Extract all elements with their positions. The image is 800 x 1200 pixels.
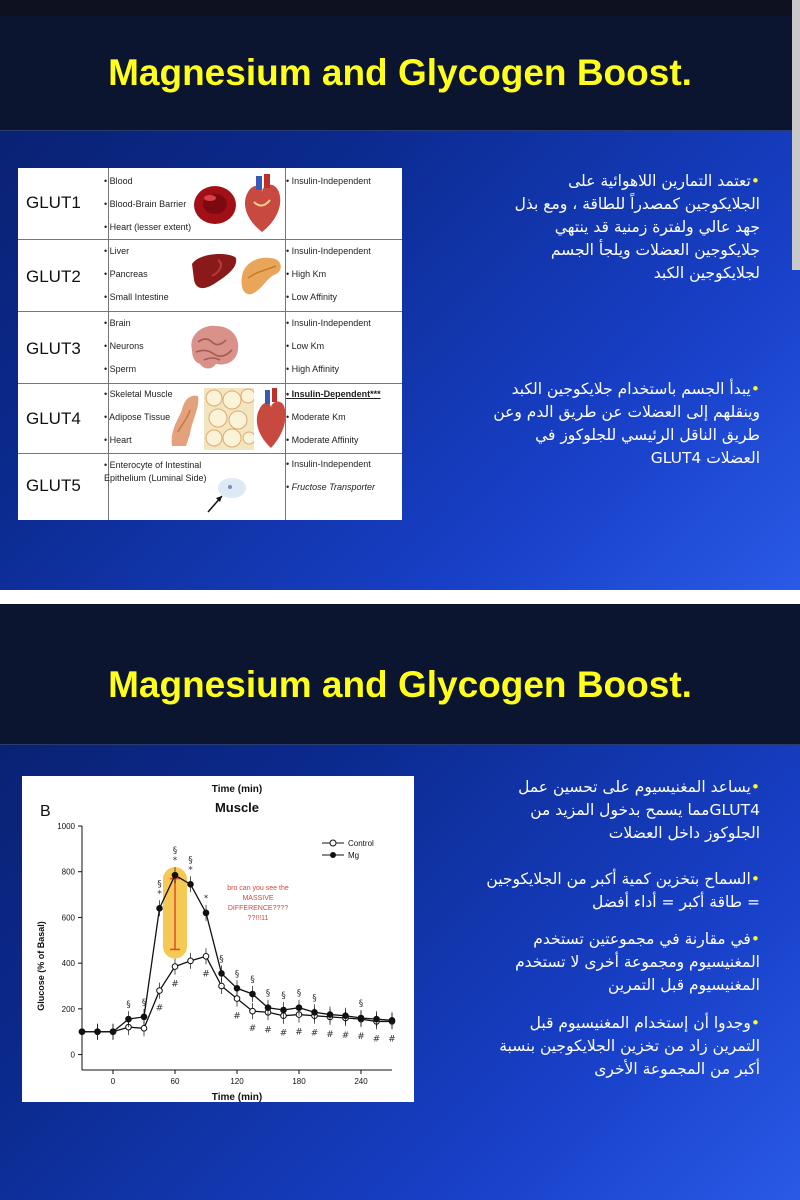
significance-hash-mark: # (202, 969, 210, 980)
significance-section-mark: § (157, 879, 162, 890)
data-point (327, 1012, 333, 1018)
property-list: • Insulin-Independent • Low Km • High Affinity (286, 312, 371, 381)
property-list: • Insulin-Independent • High Km • Low Affinity (286, 240, 371, 309)
y-tick-label: 400 (61, 959, 75, 969)
y-tick-label: 800 (61, 867, 75, 877)
data-point (188, 881, 194, 887)
x-axis-label: Time (min) (211, 1092, 263, 1102)
bullet-text: •وجدوا أن إستخدام المغنيسيوم قبل التمرين زاد من تخزين الجلايكوجين بنسبة أكبر من المجموعة الأخرى (499, 1014, 760, 1078)
data-point (265, 1005, 271, 1011)
legend-label: Control (348, 839, 374, 848)
significance-star-mark: * (188, 865, 193, 876)
scrollbar[interactable] (792, 0, 800, 270)
tissue-list: • Brain • Neurons • Sperm (104, 312, 144, 381)
liver-icon (190, 250, 238, 294)
data-point (343, 1013, 349, 1019)
x-tick-label: 60 (170, 1077, 180, 1086)
tissue-list: • Skeletal Muscle • Adipose Tissue • Heart (104, 383, 173, 452)
significance-section-mark: § (172, 846, 178, 857)
significance-hash-mark: # (388, 1034, 396, 1045)
property-list: • Insulin-Independent • Fructose Transporter (286, 453, 375, 499)
significance-section-mark: § (250, 975, 255, 985)
significance-star-mark: * (172, 856, 178, 867)
annotation (227, 885, 289, 922)
data-point (250, 1008, 256, 1014)
significance-hash-mark: # (326, 1029, 334, 1040)
legend-marker-control (330, 840, 336, 846)
significance-section-mark: § (281, 991, 286, 1001)
significance-star-mark: * (203, 893, 209, 904)
glut-name: GLUT4 (26, 409, 81, 428)
data-point (296, 1005, 302, 1011)
data-point (281, 1007, 287, 1013)
data-point (234, 996, 240, 1002)
bullet-text: •يبدأ الجسم باستخدام جلايكوجين الكبد وينقلهم إلى العضلات عن طريق الدم وعن طريق الناقل الرئيسي للجلوكوز في العضلات GLUT4 (493, 380, 760, 467)
legend-label: Mg (348, 851, 360, 860)
bullet-text: •يساعد المغنيسيوم على تحسين عمل GLUT4مما يسمح بدخول المزيد من الجلوكوز داخل العضلات (518, 778, 760, 842)
data-point (312, 1009, 318, 1015)
significance-section-mark: § (234, 969, 240, 980)
heart-icon (254, 388, 288, 450)
bullet-text: •تعتمد التمارين اللاهوائية على الجلايكوجين كمصدراً للطاقة ، ومع بذل جهد عالي ولفترة زمنية قد ينتهي جلايكوجين العضلات ويلجأ الجسم لجلايكوجين الكبد (514, 172, 760, 282)
chart-title: Muscle (214, 800, 260, 815)
significance-section-mark: § (265, 988, 271, 999)
annotation-line: ??!!!11 (247, 915, 269, 922)
slide-magnesium-chart (0, 604, 800, 1200)
property-list: • Insulin-Dependent*** • Moderate Km • Moderate Affinity (286, 383, 381, 452)
data-point (95, 1029, 101, 1035)
significance-section-mark: § (312, 993, 317, 1004)
data-point (203, 953, 209, 959)
data-point (234, 985, 240, 991)
panel-label: B (40, 803, 51, 820)
data-point (203, 910, 209, 916)
significance-hash-mark: # (279, 1028, 288, 1039)
significance-hash-mark: # (372, 1034, 381, 1045)
y-tick-label: 600 (61, 913, 75, 923)
x-tick-label: 240 (354, 1077, 368, 1086)
data-point (374, 1016, 380, 1022)
significance-hash-mark: # (233, 1011, 241, 1022)
significance-hash-mark: # (248, 1024, 257, 1035)
legend (322, 839, 374, 860)
data-point (188, 958, 194, 964)
annotation-line: MASSIVE (242, 895, 274, 902)
glut-name: GLUT3 (26, 339, 81, 358)
data-point (157, 905, 163, 911)
y-tick-label: 200 (61, 1004, 75, 1014)
data-point (172, 872, 178, 878)
table-row (18, 454, 402, 520)
significance-section-mark: § (141, 997, 147, 1008)
arm-muscle-icon (168, 390, 202, 448)
property-list: • Insulin-Independent (286, 170, 371, 193)
tissue-list: • Enterocyte of Intestinal Epithelium (Luminal Side) (104, 454, 214, 485)
significance-section-mark: § (219, 954, 224, 965)
legend-marker-mg (330, 852, 336, 858)
glut-name: GLUT2 (26, 267, 81, 286)
bullet-text: •في مقارنة في مجموعتين تستخدم المغنيسيوم ومجموعة أخرى لا تستخدم المغنيسيوم قبل التمرين (515, 930, 760, 994)
y-axis-label: Glucose (% of Basal) (36, 921, 46, 1011)
x-tick-label: 180 (292, 1077, 306, 1086)
significance-hash-mark: # (171, 979, 179, 990)
glut-name: GLUT5 (26, 476, 81, 495)
significance-hash-mark: # (310, 1028, 319, 1039)
table-row (18, 240, 402, 312)
significance-hash-mark: # (357, 1032, 365, 1043)
data-point (358, 1015, 364, 1021)
data-point (126, 1016, 132, 1022)
data-point (219, 983, 225, 989)
slide-title: Magnesium and Glycogen Boost. (108, 52, 692, 93)
data-point (110, 1029, 116, 1035)
x-tick-label: 0 (110, 1077, 116, 1086)
table-row (18, 384, 402, 454)
data-point (141, 1025, 147, 1031)
slide-title: Magnesium and Glycogen Boost. (108, 664, 692, 705)
data-point (157, 988, 163, 994)
significance-hash-mark: # (341, 1031, 350, 1041)
table-row (18, 168, 402, 240)
significance-hash-mark: # (295, 1027, 303, 1038)
glut-table (18, 168, 402, 520)
data-point (141, 1014, 147, 1020)
top-strip (0, 0, 800, 16)
glut-name: GLUT1 (26, 193, 81, 212)
red-blood-cell-icon (190, 178, 240, 228)
significance-section-mark: § (126, 1000, 131, 1011)
data-point (79, 1029, 85, 1035)
data-point (219, 971, 225, 977)
tissue-list: • Liver • Pancreas • Small Intestine (104, 240, 169, 309)
significance-section-mark: § (296, 988, 302, 999)
data-point (172, 964, 178, 970)
significance-section-mark: § (358, 999, 364, 1009)
annotation-line: DIFFERENCE???? (227, 905, 289, 912)
glucose-chart (22, 776, 414, 1102)
x-tick-label: 120 (230, 1077, 244, 1086)
significance-hash-mark: # (264, 1025, 272, 1036)
enterocyte-icon (202, 476, 252, 516)
heart-icon (240, 174, 284, 234)
significance-section-mark: § (188, 855, 193, 866)
tissue-list: • Blood • Blood-Brain Barrier • Heart (lesser extent) (104, 170, 191, 239)
y-tick-label: 0 (70, 1050, 75, 1060)
slide-glut-table (0, 0, 800, 590)
data-point (389, 1017, 395, 1023)
brain-icon (186, 320, 242, 376)
significance-hash-mark: # (155, 1003, 164, 1014)
table-row (18, 312, 402, 384)
significance-star-mark: * (157, 889, 162, 900)
annotation-line: bro can you see the (227, 885, 289, 892)
adipose-tissue-icon (204, 388, 254, 450)
y-tick-label: 1000 (57, 822, 75, 831)
bullet-text: •السماح بتخزين كمية أكبر من الجلايكوجين = طاقة أكبر = أداء أفضل (486, 870, 760, 911)
chart-top-label: Time (min) (211, 784, 263, 795)
chart-panel (22, 776, 414, 1102)
pancreas-icon (238, 248, 286, 298)
data-point (250, 991, 256, 997)
